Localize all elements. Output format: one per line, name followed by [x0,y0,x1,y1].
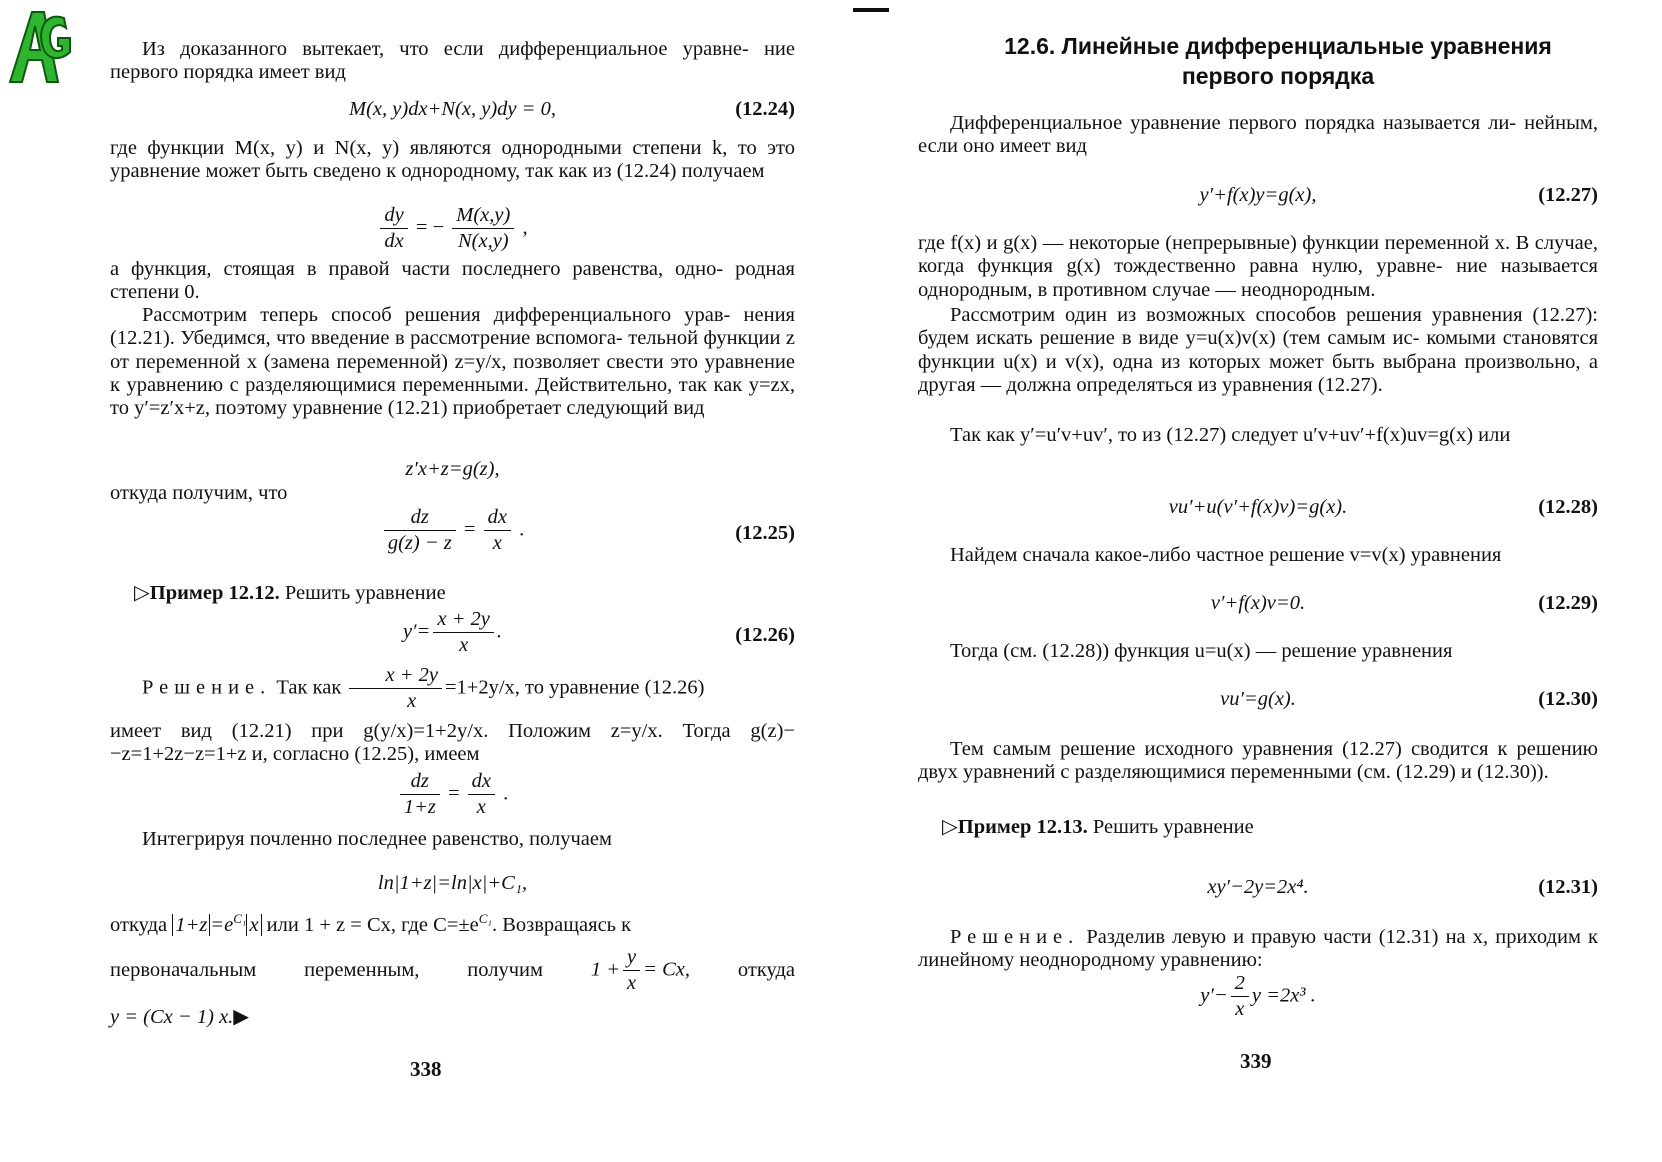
example-heading: ▷Пример 12.12. Решить уравнение [134,582,446,604]
equation-12-24: M(x, y)dx+N(x, y)dy = 0, (12.24) [349,98,795,120]
paragraph: где f(x) и g(x) — некоторые (непрерывные) функции переменной x. В случае, когда функция g(x) тождественно равна нулю, уравне- ние называется однородным, в противном случае — неоднородным. [918,232,1598,301]
equation-12-27: y′+f(x)y=g(x), (12.27) [1199,184,1598,206]
equation-number: (12.28) [1538,496,1598,518]
paragraph: первоначальным переменным, получим 1 + $\frac{y}{x}$ = Cx, откуда [110,946,795,995]
paragraph: Рассмотрим теперь способ решения дифференциального урав- нения (12.21). Убедимся, что введение в рассмотрение вспомога- тельной функции z от переменной x (замена переменной) z=y/x, позволяет свести это уравнение к уравнению с разделяющимися переменными. Действительно, так как y=zx, то y′=z′x+z, поэтому уравнение (12.21) приобретает следующий вид [110,304,795,420]
equation-number: (12.29) [1538,592,1598,614]
fraction-equation: $\frac{dz}{1+z}$ = $\frac{dx}{x}$ . [110,770,795,820]
equation-number: (12.26) [735,624,795,646]
equation: y′− $\frac{2}{x}$ y =2x³ . [1200,972,1316,1021]
equation: ln|1+z|=ln|x|+C₁, [377,872,528,894]
paragraph: Интегрируя почленно последнее равенство, получаем [142,828,612,850]
fraction-equation: $\frac{dy}{dx}$ = − $\frac{M(x,y)}{N(x,y)}$ , [110,204,795,254]
equation-12-25: $\frac{dz}{g(z) - z}$ = $\frac{dx}{x}$ . (12.25) [110,506,795,566]
paragraph: откуда получим, что [110,482,288,504]
fraction: $\frac{dz}{1+z}$ [400,770,440,820]
equation-number: (12.25) [735,522,795,544]
paragraph: Так как y′=u′v+uv′, то из (12.27) следует u′v+uv′+f(x)uv=g(x) или [950,424,1511,446]
equation-12-29: v′+f(x)v=0. (12.29) [1210,592,1598,614]
paragraph: Рассмотрим один из возможных способов решения уравнения (12.27): будем искать решение в виде y=u(x)v(x) (тем самым ис- комыми становятся функции u(x) и v(x), одна из которых может быть выбрана произвольно, а другая — должна определяться из уравнения (12.27). [918,304,1598,397]
paragraph: Тогда (см. (12.28)) функция u=u(x) — решение уравнения [950,640,1453,662]
solution-paragraph: Решение. Разделив левую и правую части (12.31) на x, приходим к линейному неоднородному уравнению: [918,926,1598,972]
left-page [110,0,795,1162]
fraction: $\frac{2}{x}$ [1231,972,1249,1022]
paragraph: Найдем сначала какое-либо частное решение v=v(x) уравнения [950,544,1502,566]
equation-12-28: vu′+u(v′+f(x)v)=g(x). (12.28) [1168,496,1598,518]
equation-number: (12.27) [1538,184,1598,206]
equation-12-26: y′= $\frac{x + 2y}{x}$ . (12.26) [402,608,795,657]
fraction: $\frac{dx}{x}$ [468,770,495,820]
paragraph: y = (Cx − 1) x.▶ [110,1006,250,1028]
paragraph: Из доказанного вытекает, что если дифференциальное уравне- ние первого порядка имеет вид [110,38,795,84]
paragraph: Тем самым решение исходного уравнения (12.27) сводится к решению двух уравнений с разделяющимися переменными (см. (12.29) и (12.30)). [918,738,1598,784]
gutter-mark [853,8,889,12]
paragraph: откуда $1+z =e^{C_1}$ x или 1 + z = Cx, где $C=\pm e^{C_1}$. Возвращаясь к [110,911,632,936]
fraction: $\frac{dz}{g(z) - z}$ [384,506,456,556]
equation-number: (12.31) [1538,876,1598,898]
solution-paragraph: Решение. Так как $\frac{x + 2y}{x}$ =1+2y/x, то уравнение (12.26) [142,664,705,713]
ag-logo-icon [4,4,76,88]
section-title: 12.6. Линейные дифференциальные уравнения первого порядка [1004,33,1552,89]
page-number: 338 [410,1057,442,1081]
page-number: 339 [1240,1049,1272,1073]
triangle-marker-icon: ▷ [942,816,958,838]
fraction: $\frac{x + 2y}{x}$ [349,664,442,714]
equation-number: (12.30) [1538,688,1598,710]
fraction: $\frac{y}{x}$ [623,946,640,996]
paragraph: имеет вид (12.21) при g(y/x)=1+2y/x. Положим z=y/x. Тогда g(z)− −z=1+2z−z=1+z и, согласно (12.25), имеем [110,720,795,766]
equation: z′x+z=g(z), [405,458,500,480]
paragraph: Дифференциальное уравнение первого порядка называется ли- нейным, если оно имеет вид [918,112,1598,158]
fraction: $\frac{dy}{dx}$ [380,204,407,254]
inline-formula: 1 + $\frac{y}{x}$ = Cx, [590,946,691,995]
fraction: $\frac{x + 2y}{x}$ [433,608,494,658]
equation-12-31: xy′−2y=2x⁴. (12.31) [1207,876,1598,898]
paragraph: а функция, стоящая в правой части последнего равенства, одно- родная степени 0. [110,258,795,304]
equation-number: (12.24) [735,98,795,120]
fraction: $\frac{M(x,y)}{N(x,y)}$ [452,204,514,254]
equation-12-30: vu′=g(x). (12.30) [1220,688,1598,710]
triangle-marker-icon: ▷ [134,582,150,604]
right-page [918,0,1598,1162]
paragraph: где функции M(x, y) и N(x, y) являются однородными степени k, то это уравнение может быть сведено к однородному, так как из (12.24) получаем [110,137,795,183]
fraction: $\frac{dx}{x}$ [484,506,511,556]
example-heading: ▷Пример 12.13. Решить уравнение [942,816,1254,838]
